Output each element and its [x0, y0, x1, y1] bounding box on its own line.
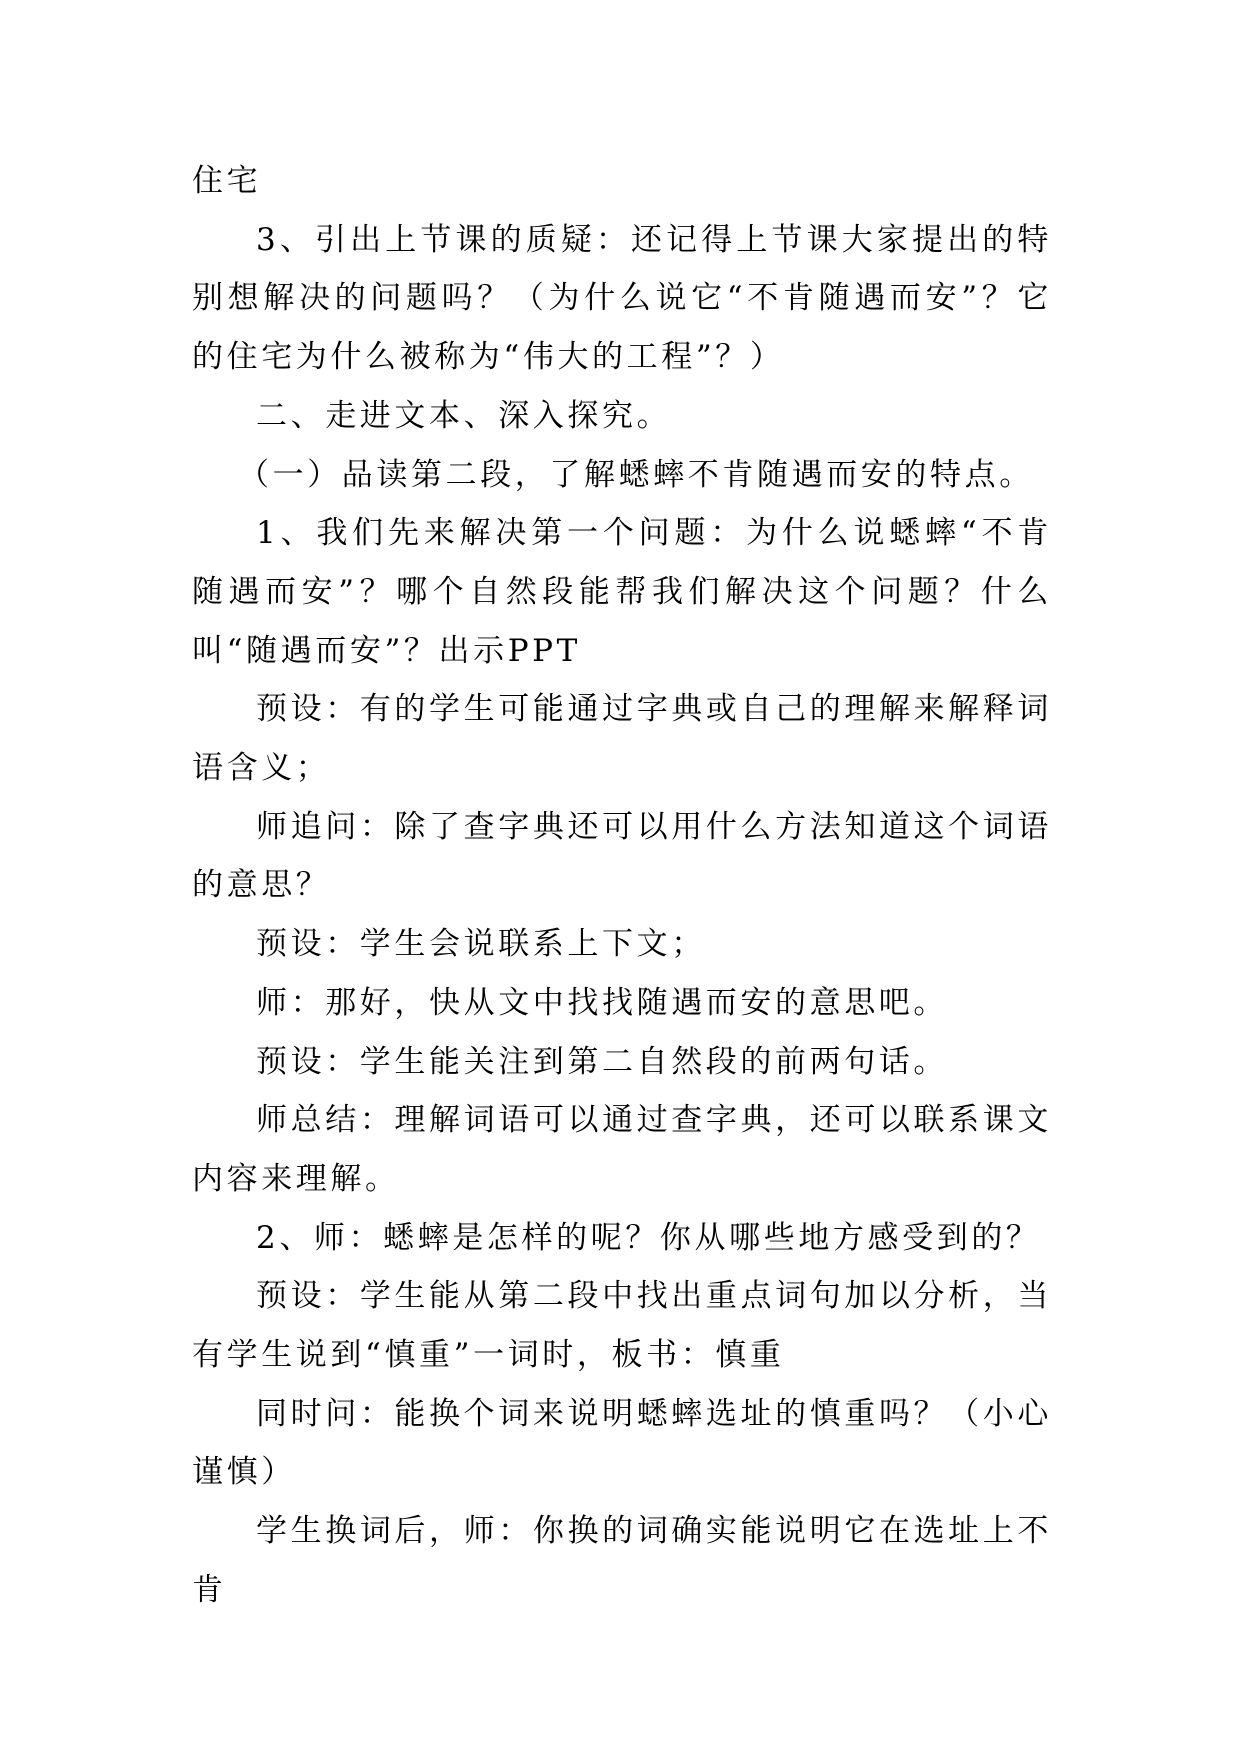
paragraph-recall-questions: 3、引出上节课的质疑：还记得上节课大家提出的特别想解决的问题吗？（为什么说它“不肯随遇而安”？它的住宅为什么被称为“伟大的工程”？）: [192, 221, 1052, 376]
paragraph-teacher-followup: 师追问：除了查字典还可以用什么方法知道这个词语的意思？: [192, 808, 1052, 904]
paragraph-preset-key-words: 预设：学生能从第二段中找出重点词句加以分析，当有学生说到“慎重”一词时，板书：慎重: [192, 1278, 1052, 1374]
paragraph-preset-dictionary: 预设：有的学生可能通过字典或自己的理解来解释词语含义；: [192, 691, 1052, 787]
paragraph-second-question: 2、师：蟋蟀是怎样的呢？你从哪些地方感受到的？: [256, 1219, 1041, 1256]
paragraph-teacher-find-meaning: 师：那好，快从文中找找随遇而安的意思吧。: [256, 984, 948, 1021]
paragraph-preset-first-sentences: 预设：学生能关注到第二自然段的前两句话。: [256, 1043, 948, 1080]
section-heading-explore-text: 二、走进文本、深入探究。: [256, 397, 672, 434]
paragraph-teacher-summary: 师总结：理解词语可以通过查字典，还可以联系课文内容来理解。: [192, 1102, 1052, 1197]
paragraph-preset-context: 预设：学生会说联系上下文；: [256, 926, 706, 963]
document-body: [192, 152, 1052, 1620]
paragraph-continuation: 住宅: [192, 163, 262, 199]
paragraph-after-word-change: 学生换词后，师：你换的词确实能说明它在选址上不肯: [192, 1513, 1052, 1608]
paragraph-first-question: 1、我们先来解决第一个问题：为什么说蟋蟀“不肯随遇而安”？哪个自然段能帮我们解决这个问题？什么叫“随遇而安”？出示PPT: [192, 515, 1052, 669]
subsection-heading-second-paragraph: （一）品读第二段，了解蟋蟀不肯随遇而安的特点。: [238, 456, 1034, 493]
paragraph-synonym-question: 同时问：能换个词来说明蟋蟀选址的慎重吗？（小心谨慎）: [192, 1395, 1052, 1491]
